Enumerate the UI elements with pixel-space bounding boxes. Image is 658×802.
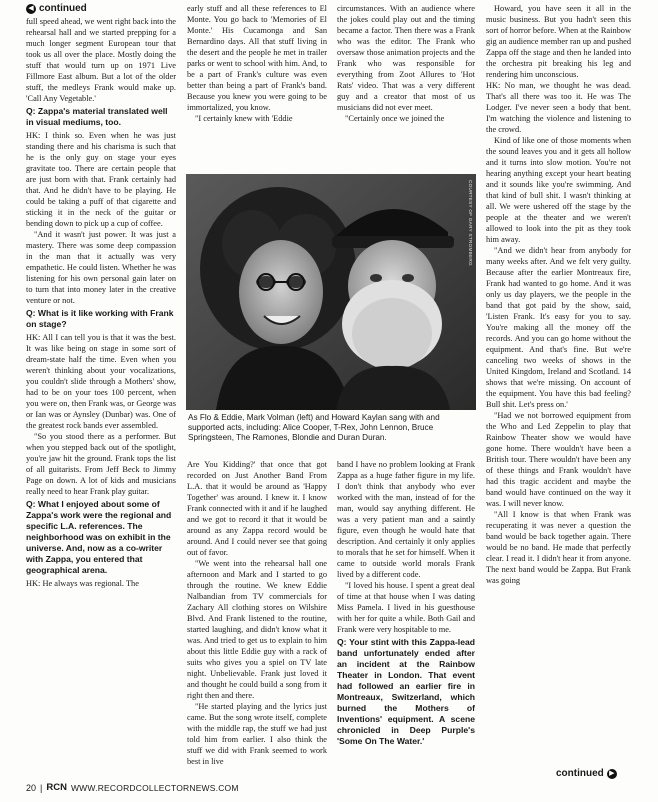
article-paragraph: Howard, you have seen it all in the music business. But you hadn't seen this sort of horror before. When at the Rainbow gig an audience member ran up and pushed Zappa off the stage and then he landed into the orchestra pit breaking his leg and rendering him unconscious. [486,4,631,79]
interview-question: Q: What is it like working with Frank on stage? [26,308,174,329]
article-column-3-top [337,3,475,171]
article-column-2-bottom [187,459,327,777]
article-paragraph: "And we didn't hear from anybody for many weeks after. And we felt very guilty. Because after the earlier Montreaux fire, Frank had wanted to go home. And it was only us day players, we the people in the band that got paid by the show, said, 'Listen Frank. It's easy for you to say. You're making all the money off the records. And you can go home without the equipment. And that's fine. But we're canceling two weeks of shows in the United Kingdom, Ireland and Scotland. 14 shows that we're missing. On account of the equipment. You have this bad feeling? Bull shit. Let's press on.' [486,246,631,409]
article-paragraph: "All I know is that when Frank was recuperating it was never a question the band would be back together again. There would be no band. He made that perfectly clear. I read it. I didn't hear it from anyone. The next band would be Zappa. But Frank was going [486,510,631,585]
page-number: 20 [26,782,37,793]
photo-credit: COURTESY OF GARY STROMBERG [468,180,473,266]
article-paragraph: "He started playing and the lyrics just came. But the song wrote itself, complete with the middle rap, the stuff we had just told him from earlier. I also think the stuff we did with Frank seemed to work best in live [187,702,327,766]
article-paragraph: band I have no problem looking at Frank Zappa as a huge father figure in my life. I don't think that anybody who ever worked with the man, instead of for the man, would say anything different. He was a very patient man and a saintly figure, even though he would hate that description. And certainly it only applies to morals that he set for himself. When it came to outside world morals Frank lived by a different code. [337,460,475,579]
interview-question: Q: What I enjoyed about some of Zappa's work were the regional and specific L.A. references. The neighborhood was on exhibit in the universe. And, now as a co-writer with Zappa, you entered that geographical arena. [26,499,172,575]
article-paragraph: "So you stood there as a performer. But when you stepped back out of the spotlight, you're jaw hit the ground. Frank tops the list of all guitarists. From Jeff Beck to Jimmy Page on down. A lot of kids and musicians really need to hear Frank play guitar. [26,432,176,496]
photo-illustration [186,174,476,410]
article-paragraph: Are You Kidding?' that once that got recorded on Just Another Band From L.A. that it would be around as 'Happy Together' was around. I knew it. I know Frank connected with it and if he laughed and we got to record it that it would be around as any Zappa record would be around. And I could never see that going out of favor. [187,460,327,557]
article-paragraph: early stuff and all these references to El Monte. You go back to 'Memories of El Monte.' His Cucamonga and San Bernardino days. All that stuff living in the desert and the people he met in trailer parks or went to school with him. And, to be a part of Frank's culture was even better than being a part of Frank's band. Because you knew you were going to be immortalized, you know. [187,4,327,112]
magazine-logo: RCN [46,782,67,793]
article-paragraph: "Had we not borrowed equipment from the Who and Led Zeppelin to play that Rainbow Theater show we would have gone home. There wouldn't have been a British tour. There wouldn't have been any of these things and Frank wouldn't have had this tragic accident and maybe the band would have continued on the way it was. I will never know. [486,411,631,508]
article-column-4 [486,3,631,768]
photo-caption: As Flo & Eddie, Mark Volman (left) and Howard Kaylan sang with and supported acts, including: Alice Cooper, T-Rex, John Lennon, Bruce Springsteen, The Ramones, Blondie and Duran Duran. [188,413,440,443]
article-paragraph: "Certainly once we joined the [345,114,445,123]
article-paragraph: HK: I think so. Even when he was just standing there and his charisma is such that he is the only guy on stage your eyes gravitate too. There are certain people that are just born with that. Frank certainly had that. And he didn't have to be playing. He could be taking a puff of that cigarette and sticking it in the neck of the guitar or bending down to pick up a cup of coffee. [26,131,176,228]
article-paragraph: HK: All I can tell you is that it was the best. It was like being on stage in some sort of dream-state half the time. Even when you weren't thinking about your vocalizations, you couldn't slide through a Mothers' show, had to be on your toes 100 percent, when you were on, then Frank was, or George was or Ian was or Aynsley (Dunbar) was. One of the greatest rock bands ever assembled. [26,333,176,430]
footer-separator: | [40,782,43,793]
article-paragraph: HK: No man, we thought he was dead. That's all there was too it. He was The Lodger. I've never seen a body that bent. I'm watching the violence and listening to the crowd. [486,81,631,134]
continued-header [26,3,87,14]
interview-question: Q: Your stint with this Zappa-lead band unfortunately ended after an incident at the Rainbow Theater in London. That event had followed an earlier fire in Montreaux, Switzerland, which burned the Mothers of Inventions' equipment. A scene chronicled in Deep Purple's 'Some On The Water.' [337,637,475,746]
continued-footer [556,768,617,779]
article-column-1 [26,16,176,776]
article-paragraph: "We went into the rehearsal hall one afternoon and Mark and I started to go through the routine. We knew Eddie Nalbandian from TV commercials for Zachary All clothing stores on Wilshire Blvd. And Frank listened to the routine, started laughing, and didn't know what it was. And tried to get us to explain to him about this little Eddie guy with a rack of suits who gives you a spiel on TV late night. Unbelievable. Frank just loved it and thought he could build a song from it right then and there. [187,559,327,700]
article-paragraph: full speed ahead, we went right back into the rehearsal hall and we started prepping for a much longer segment European tour that took us all over the place. Mostly doing the stuff that would turn up on 1971 Live Fillmore East album. But a lot of the older stuff, the medleys Frank would make up. 'Call Any Vegetable.' [26,17,176,103]
article-paragraph: HK: He always was regional. The [26,579,139,588]
continued-label: continued [556,768,604,779]
arrow-right-circle-icon: ▶ [607,769,617,779]
article-paragraph: Kind of like one of those moments when the sound leaves you and it gets all hollow and it turns into slow motion. You're not hearing anything except your heart beating and it sounds like you're swimming. And that kind of bull shit. I wasn't thinking at all. We were ushered off the stage by the people at the theater and we weren't allowed to look into the pit as they took him away. [486,136,631,244]
arrow-left-circle-icon: ◀ [26,4,36,14]
article-paragraph: "I certainly knew with 'Eddie [195,114,293,123]
continued-label: continued [39,3,87,14]
page-footer [26,782,239,793]
photo-flo-and-eddie [186,174,476,410]
article-paragraph: "I loved his house. I spent a great deal of time at that house when I was dating Miss Pamela. I lived in his guesthouse with her for quite a while. Both Gail and Frank were very hospitable to me. [337,581,475,634]
website-url[interactable]: WWW.RECORDCOLLECTORNEWS.COM [70,782,239,793]
article-column-3-bottom [337,459,475,777]
article-paragraph: "And it wasn't just power. It was just a mastery. There was some deep compassion in the man that it actually was very empathetic. He could listen. Whether he was listening for his own personal gain later on to turn that into money later in the creative venture or not. [26,230,176,305]
interview-question: Q: Zappa's material translated well in visual mediums, too. [26,106,168,127]
article-paragraph: circumstances. With an audience where the jokes could play out and the timing became a factor. Then there was a Frank who was the editor. The Frank who oversaw those animation projects and the Frank who was responsible for everything from Zoot Allures to 'Hot Rats' video. That was a very different guy and a creator that most of us musicians did not ever meet. [337,4,475,112]
article-column-2-top [187,3,327,171]
